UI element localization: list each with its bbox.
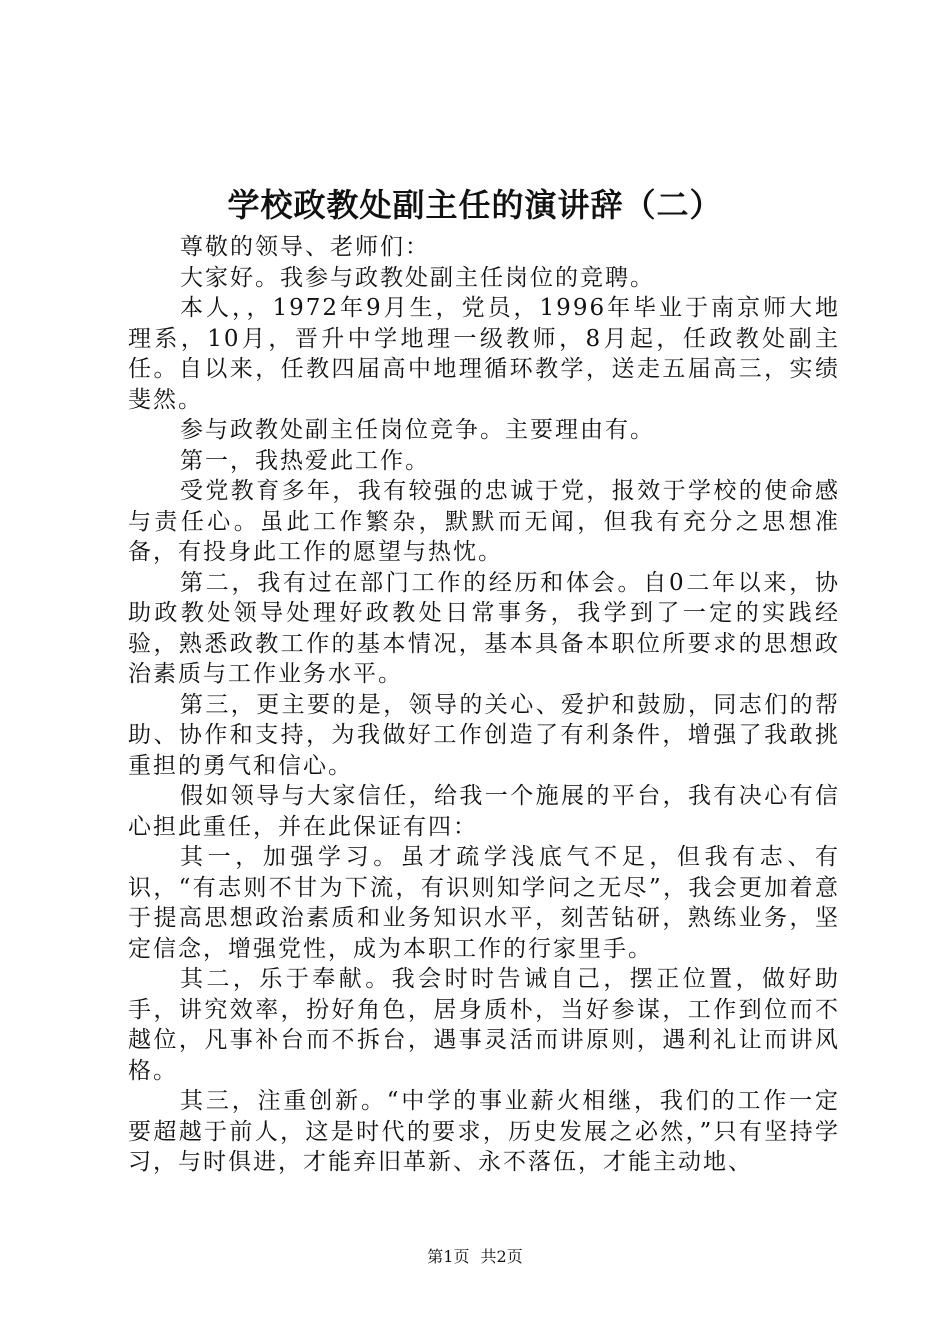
paragraph: 其三，注重创新。“中学的事业薪火相继，我们的工作一定要超越于前人，这是时代的要求，历史发展之必然，”只有坚持学习，与时俱进，才能弃旧革新、永不落伍，才能主动地、 — [128, 1088, 840, 1175]
document-body — [128, 232, 840, 1178]
paragraph: 尊敬的领导、老师们： — [180, 234, 430, 260]
page-footer — [0, 1246, 950, 1268]
paragraph: 参与政教处副主任岗位竞争。主要理由有。 — [180, 417, 655, 443]
paragraph: 其二，乐于奉献。我会时时告诫自己，摆正位置，做好助手，讲究效率，扮好角色，居身质朴，当好参谋，工作到位而不越位，凡事补台而不拆台，遇事灵活而讲原则，遇利礼让而讲风格。 — [128, 966, 840, 1084]
paragraph: 大家好。我参与政教处副主任岗位的竞聘。 — [180, 264, 655, 291]
paragraph: 假如领导与大家信任，给我一个施展的平台，我有决心有信心担此重任，并在此保证有四： — [128, 783, 840, 840]
paragraph: 其一，加强学习。虽才疏学浅底气不足，但我有志、有识，“有志则不甘为下流，有识则知学问之无尽”，我会更加着意于提高思想政治素质和业务知识水平，刻苦钻研，熟练业务，坚定信念，增强党性，成为本职工作的行家里手。 — [128, 844, 840, 962]
paragraph: 第二，我有过在部门工作的经历和体会。自0二年以来，协助政教处领导处理好政教处日常事务，我学到了一定的实践经验，熟悉政教工作的基本情况，基本具备本职位所要求的思想政治素质与工作业务水平。 — [128, 569, 840, 687]
page-title: 学校政教处副主任的演讲辞（二） — [227, 186, 723, 224]
page-total: 共2页 — [480, 1247, 523, 1266]
paragraph: 第三，更主要的是，领导的关心、爱护和鼓励，同志们的帮助、协作和支持，为我做好工作创造了有利条件，增强了我敢挑重担的勇气和信心。 — [128, 691, 840, 779]
paragraph: 第一，我热爱此工作。 — [180, 447, 430, 474]
paragraph: 受党教育多年，我有较强的忠诚于党，报效于学校的使命感与责任心。虽此工作繁杂，默默而无闻，但我有充分之思想准备，有投身此工作的愿望与热忱。 — [128, 478, 840, 565]
page-number: 第1页 — [427, 1247, 470, 1266]
paragraph: 本人，，1972年9月生，党员，1996年毕业于南京师大地理系，10月，晋升中学地理一级教师，8月起，任政教处副主任。自以来，任教四届高中地理循环教学，送走五届高三，实绩斐然。 — [128, 295, 840, 413]
